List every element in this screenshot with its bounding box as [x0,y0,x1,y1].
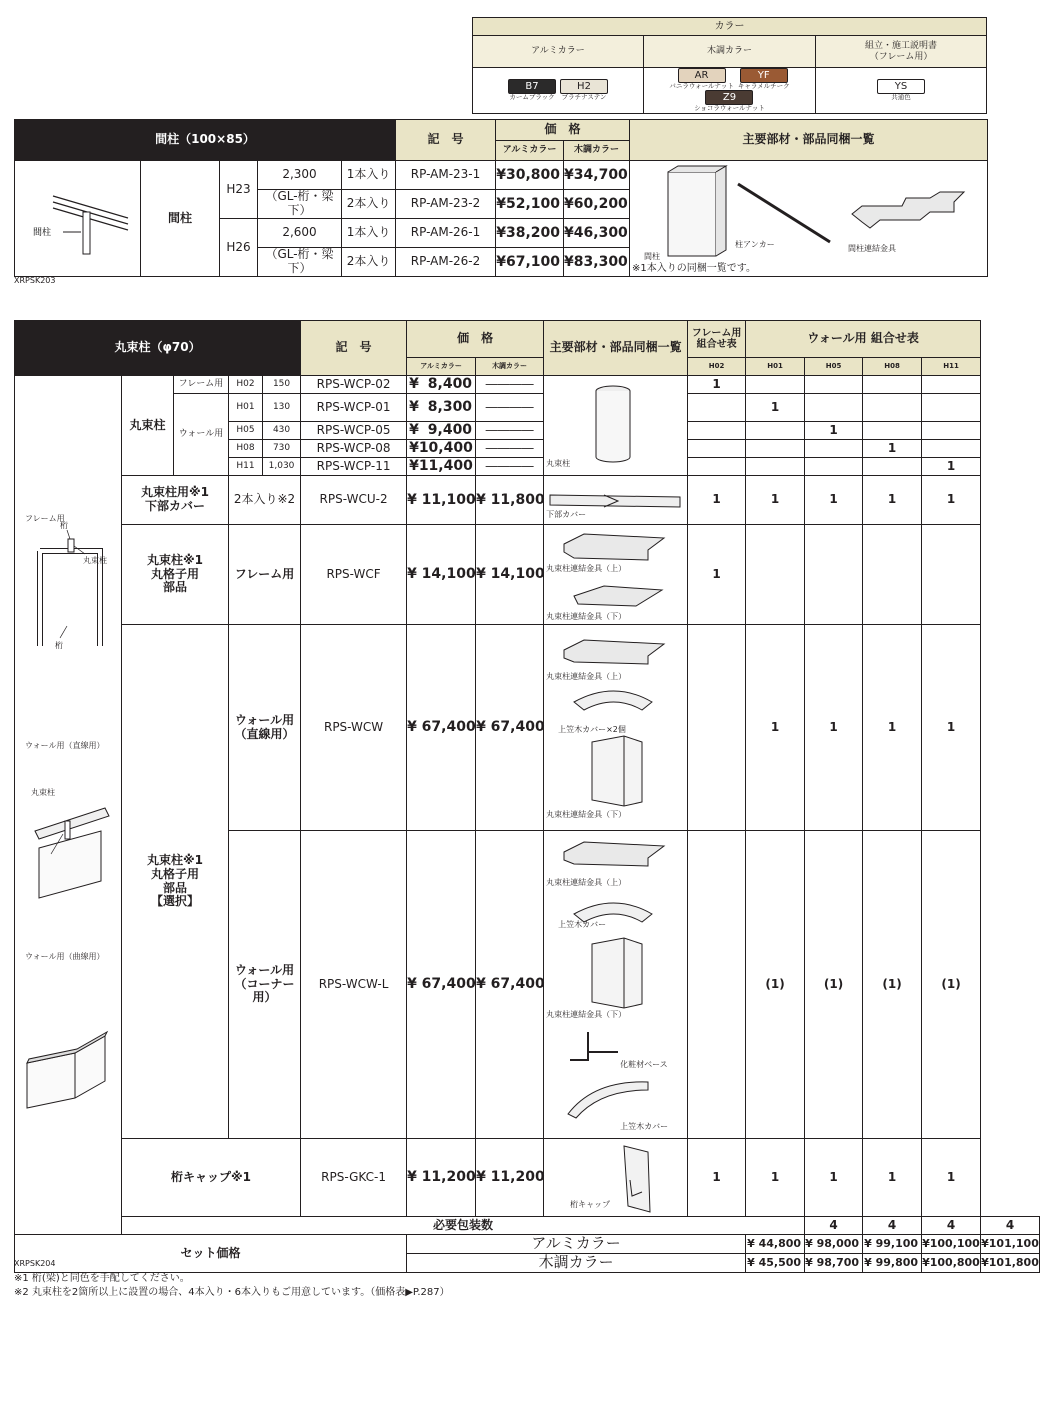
combo-h05 [805,394,863,422]
post-row-h: H05 [229,422,263,440]
post-code: RP-AM-23-2 [396,190,496,219]
cap-bracket: 間柱連結金具 [848,243,897,253]
post-price-wood: ¥60,200 [564,190,630,219]
cap-bracket-top: 丸束柱連結金具（上） [546,877,627,887]
post-parts-images [630,162,986,276]
combo-h08: 1 [863,476,922,525]
post-h23: H23 [220,161,258,219]
post-table-title: 間柱（100×85） [15,120,396,161]
frame-brackets-drawing [544,526,686,624]
cap-base: 化粧材ベース [620,1059,668,1069]
wall-corner-code: RPS-WCW-L [301,831,407,1139]
post-table [14,119,988,277]
combo-h05 [805,525,863,625]
wall-straight-parts-cell [544,625,688,831]
diag-post-caption: 丸束柱 [83,556,107,565]
frame-parts-cell [544,525,688,625]
required-h01: 4 [863,1217,922,1235]
post-parts-cell [544,376,688,476]
combo-h11: 1 [922,625,981,831]
set-price-label: セット価格 [15,1235,407,1273]
post-price-alumi: ¥52,100 [496,190,564,219]
frame-combo-header: フレーム用 組合せ表 [688,321,746,358]
wall-corner-price-alumi: ¥ 67,400 [407,831,476,1139]
combo-h11: 1 [922,458,981,476]
round-post-title: 丸束柱（φ70） [15,321,301,376]
set-wood-h11: ¥101,800 [981,1254,1040,1273]
cap-rail-cover: 上笠木カバー [620,1121,669,1131]
combo-h08: 1 [863,1139,922,1217]
post-row-wood-dash: ―――― [476,376,544,394]
post-row-price: ¥ 8,300 [407,394,476,422]
combo-h01: 1 [746,476,805,525]
combo-h01: (1) [746,831,805,1139]
round-symbol-header: 記 号 [301,321,407,376]
frame-parts-image [544,526,686,624]
set-alumi-h02: ¥ 44,800 [746,1235,805,1254]
post-diagram-label: 間柱 [32,227,51,238]
combo-h02 [688,394,746,422]
post-row-code: RPS-WCP-11 [301,458,407,476]
footnote-2: ※2 丸束柱を2箇所以上に設置の場合、4本入り・6本入りもご用意しています。（価格表▶P.287） [14,1287,450,1298]
cover-parts-cell [544,476,688,525]
combo-h05: (1) [805,831,863,1139]
col-h05: H05 [805,358,863,376]
required-h05: 4 [922,1217,981,1235]
swatch-z9: Z9 ショコラウォールナット [694,92,765,113]
frame-parts-price-wood: ¥ 14,100 [476,525,544,625]
cap-bracket-bottom: 丸束柱連結金具（下） [546,611,627,621]
post-price-alumi: ¥30,800 [496,161,564,190]
cap-name: 桁キャップ※1 [122,1139,301,1217]
cover-parts-image [544,477,686,524]
required-h08: 4 [981,1217,1040,1235]
combo-h11: 1 [922,1139,981,1217]
set-wood-h08: ¥100,800 [922,1254,981,1273]
combo-h11: (1) [922,831,981,1139]
post-wood-header: 木調カラー [564,141,630,161]
set-alumi-label: アルミカラー [407,1235,746,1254]
col-h02: H02 [688,358,746,376]
post-parts-note: ※1本入りの同梱一覧です。 [632,262,756,274]
post-row-price: ¥ 10,400 [407,440,476,458]
combo-h05 [805,376,863,394]
post-row-len: 1,030 [263,458,301,476]
post-gl-note: （GL-桁・梁下） [258,190,342,219]
combo-h05 [805,440,863,458]
set-alumi-h05: ¥ 99,100 [863,1235,922,1254]
wall-corner-parts-cell [544,831,688,1139]
set-wood-h02: ¥ 45,500 [746,1254,805,1273]
swatch-h2: H2 プラチナステン [561,81,607,102]
combo-h02 [688,625,746,831]
swatches-wood [644,68,816,114]
set-alumi-h01: ¥ 98,000 [805,1235,863,1254]
wall-combo-header: ウォール用 組合せ表 [746,321,981,358]
combo-h05: 1 [805,476,863,525]
post-symbol-header: 記 号 [396,120,496,161]
post-h26: H26 [220,219,258,277]
combo-h11 [922,422,981,440]
combo-h01 [746,422,805,440]
combo-h11 [922,440,981,458]
post-diagram-drawing [23,172,133,262]
round-price-header: 価 格 [407,321,544,358]
cap-anchor: 柱アンカー [735,239,775,249]
combo-h08 [863,376,922,394]
diag-post2-caption: 丸束柱 [31,788,55,797]
post-price-alumi: ¥67,100 [496,248,564,277]
set-alumi-h11: ¥101,100 [981,1235,1040,1254]
combo-h08: 1 [863,440,922,458]
post-row-wood-dash: ―――― [476,440,544,458]
post-row-code: RPS-WCP-08 [301,440,407,458]
swatch-yf: YF キャラメルチーク [737,70,790,90]
post-qty: 2本入り [342,248,396,277]
post-row-code: RPS-WCP-05 [301,422,407,440]
post-h23-length: 2,300 [258,161,342,190]
combo-h11 [922,394,981,422]
cap-beam-cap: 桁キャップ [570,1199,611,1209]
wall-straight-parts-image [544,630,686,825]
required-label: 必要包装数 [122,1217,805,1235]
combo-h08 [863,525,922,625]
combo-h02: 1 [688,525,746,625]
color-group-manual: 組立・施工説明書 （フレーム用） [816,36,987,68]
frame-parts-name: 丸束柱※1 丸格子用 部品 [122,525,229,625]
combo-h01 [746,458,805,476]
post-alumi-header: アルミカラー [496,141,564,161]
set-wood-h05: ¥ 99,800 [863,1254,922,1273]
post-h26-length: 2,600 [258,219,342,248]
set-wood-h01: ¥ 98,700 [805,1254,863,1273]
post-row-len: 150 [263,376,301,394]
required-h02: 4 [805,1217,863,1235]
combo-h08: 1 [863,625,922,831]
combo-h05: 1 [805,422,863,440]
post-code: RP-AM-26-2 [396,248,496,277]
color-table [472,17,987,114]
cap-code: RPS-GKC-1 [301,1139,407,1217]
diag-beam2-caption: 桁 [55,641,63,650]
frame-parts-code: RPS-WCF [301,525,407,625]
combo-h02 [688,458,746,476]
footnote-1: ※1 桁(梁)と同色を手配してください。 [14,1273,190,1284]
combo-h01 [746,376,805,394]
post-parts-drawing [630,162,986,276]
combo-h08 [863,458,922,476]
cap-lower-cover: 下部カバー [546,509,587,519]
diag-wall-corner-caption: ウォール用（曲線用） [25,952,105,961]
post-row-price: ¥ 9,400 [407,422,476,440]
post-row-h: H02 [229,376,263,394]
cap-bracket-bottom: 丸束柱連結金具（下） [546,1009,627,1019]
cover-name: 丸束柱用※1 下部カバー [122,476,229,525]
col-h01: H01 [746,358,805,376]
post-row-wood-dash: ―――― [476,394,544,422]
post-code: RP-AM-26-1 [396,219,496,248]
combo-h08 [863,422,922,440]
post-row-h: H08 [229,440,263,458]
combo-h11 [922,376,981,394]
color-table-title: カラー [473,18,987,36]
post-diagram [15,161,141,277]
combo-h08 [863,394,922,422]
cap-post: 間柱 [644,251,661,261]
post-row-h: H01 [229,394,263,422]
round-table-ref: XRPSK204 [14,1259,56,1268]
color-group-wood: 木調カラー [644,36,816,68]
combo-h01 [746,440,805,458]
swatch-ar: AR バニラウォールナット [669,70,734,90]
round-alumi-header: アルミカラー [407,358,476,376]
post-row-h: H11 [229,458,263,476]
wall-straight-code: RPS-WCW [301,625,407,831]
post-row-code: RPS-WCP-02 [301,376,407,394]
post-price-alumi: ¥38,200 [496,219,564,248]
diag-frame-caption: フレーム用 [25,514,65,523]
wall-straight-price-alumi: ¥ 67,400 [407,625,476,831]
combo-h02: 1 [688,476,746,525]
combo-h05: 1 [805,1139,863,1217]
post-row-price: ¥ 8,400 [407,376,476,394]
post-qty: 1本入り [342,161,396,190]
post-parts-image [544,381,686,471]
wall-use: ウォール用 [174,394,229,476]
diag-wall-straight-caption: ウォール用（直線用） [25,741,105,750]
cap-bracket-top: 丸束柱連結金具（上） [546,672,627,681]
cap-price-wood: ¥ 11,200 [476,1139,544,1217]
footnotes [14,1272,450,1300]
set-alumi-h08: ¥100,100 [922,1235,981,1254]
cap-rail-cover: 上笠木カバー [558,919,607,929]
round-diagram-drawing [15,376,120,1234]
cap-price-alumi: ¥ 11,200 [407,1139,476,1217]
round-diagrams [15,376,120,1234]
cover-qty: 2本入り※2 [229,476,301,525]
cover-price-alumi: ¥ 11,100 [407,476,476,525]
round-post-table [14,320,1040,1273]
frame-parts-type: フレーム用 [229,525,301,625]
wall-corner-type: ウォール用 （コーナー用） [229,831,301,1139]
combo-h11: 1 [922,476,981,525]
post-row-wood-dash: ―――― [476,458,544,476]
combo-h02 [688,831,746,1139]
combo-h02 [688,440,746,458]
cap-parts-cell [544,1139,688,1217]
cap-parts-image [544,1140,686,1216]
combo-h02: 1 [688,376,746,394]
diag-beam-caption: 桁 [60,521,68,530]
post-item-name: 間柱 [141,161,220,277]
combo-h08: (1) [863,831,922,1139]
post-qty: 1本入り [342,219,396,248]
col-h08: H08 [863,358,922,376]
post-qty: 2本入り [342,190,396,219]
post-row-price: ¥ 11,400 [407,458,476,476]
post-row-len: 730 [263,440,301,458]
cap-bracket-top: 丸束柱連結金具（上） [546,563,627,573]
wall-straight-type: ウォール用 （直線用） [229,625,301,831]
combo-h11 [922,525,981,625]
combo-h05 [805,458,863,476]
post-code: RP-AM-23-1 [396,161,496,190]
post-row-len: 130 [263,394,301,422]
post-table-ref: XRPSK203 [14,276,56,285]
cap-round-post: 丸束柱 [546,458,571,468]
beam-cap-drawing [544,1140,686,1216]
swatch-b7: B7 カームブラック [509,81,555,102]
round-diagram-cell [15,376,122,1235]
cover-code: RPS-WCU-2 [301,476,407,525]
post-row-len: 430 [263,422,301,440]
combo-h01 [746,525,805,625]
post-parts-header: 主要部材・部品同梱一覧 [630,120,988,161]
combo-h02: 1 [688,1139,746,1217]
combo-h01: 1 [746,1139,805,1217]
swatches-alumi [473,68,644,114]
frame-use: フレーム用 [174,376,229,394]
combo-h05: 1 [805,625,863,831]
cap-rail-cover2: 上笠木カバー×2個 [558,725,626,734]
post-row-code: RPS-WCP-01 [301,394,407,422]
combo-h01: 1 [746,394,805,422]
select-parts-name: 丸束柱※1 丸格子用 部品 【選択】 [122,625,229,1139]
swatch-ys: YS 共通色 [877,79,925,101]
frame-parts-price-alumi: ¥ 14,100 [407,525,476,625]
col-h11: H11 [922,358,981,376]
swatches-manual [816,68,987,114]
post-gl-note: （GL-桁・梁下） [258,248,342,277]
post-price-wood: ¥46,300 [564,219,630,248]
round-post-drawing [544,381,686,471]
wall-corner-parts-image [544,832,686,1138]
post-name: 丸束柱 [122,376,174,476]
post-price-wood: ¥83,300 [564,248,630,277]
round-parts-header: 主要部材・部品同梱一覧 [544,321,688,376]
color-group-alumi: アルミカラー [473,36,644,68]
set-wood-label: 木調カラー [407,1254,746,1273]
wall-corner-price-wood: ¥ 67,400 [476,831,544,1139]
round-wood-header: 木調カラー [476,358,544,376]
combo-h01: 1 [746,625,805,831]
cover-price-wood: ¥ 11,800 [476,476,544,525]
post-price-header: 価 格 [496,120,630,141]
post-price-wood: ¥34,700 [564,161,630,190]
post-parts-cell [630,161,988,277]
cap-bracket-bottom: 丸束柱連結金具（下） [546,810,627,819]
combo-h02 [688,422,746,440]
post-row-wood-dash: ―――― [476,422,544,440]
wall-straight-price-wood: ¥ 67,400 [476,625,544,831]
